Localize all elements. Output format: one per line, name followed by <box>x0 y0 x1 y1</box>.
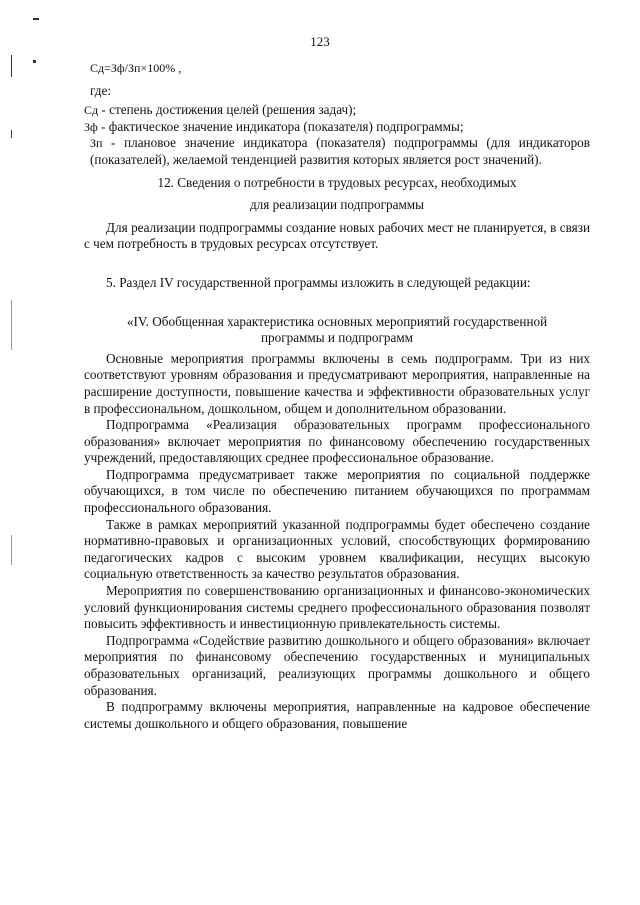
formula-tail: , <box>178 61 182 75</box>
paragraph: Также в рамках мероприятий указанной подпрограммы будет обеспечено создание нормативно-правовых и организационных условий, способствующих формированию педагогических кадров с высоким уровнем квалификации, несущих высокую социальную ответственность за качество результатов образования. <box>84 516 590 582</box>
definition-term: Зп <box>90 136 103 151</box>
section4-title-line2: программы и подпрограмм <box>260 330 414 346</box>
section4-title-line1: «IV. Обобщенная характеристика основных мероприятий государственной <box>126 313 548 329</box>
definition-term: Зф <box>84 119 98 134</box>
formula-text: Сд=Зф/Зп×100% <box>90 61 176 75</box>
scan-mark <box>33 18 39 20</box>
paragraph: Мероприятия по совершенствованию организационных и финансово-экономических условий функционирования системы среднего профессионального образования позволят повысить эффективность и инвестиционную привлекательность системы. <box>84 583 590 632</box>
scan-mark <box>11 535 12 565</box>
definition-term: Сд <box>84 103 99 118</box>
paragraph: Подпрограмма предусматривает также мероприятия по социальной поддержке обучающихся, в том числе по обеспечению питанием обучающихся по программам профессионального образования. <box>84 466 590 516</box>
scan-mark <box>11 130 12 138</box>
formula <box>90 60 590 77</box>
scan-mark <box>33 60 36 63</box>
paragraph: Основные мероприятия программы включены в семь подпрограмм. Три из них соответствуют уровням образования и предусматривают мероприятия, направленные на расширение доступности, повышение качества и эффективности образовательных услуг в профессиональном, дошкольном, общем и дополнительном образовании. <box>84 350 590 416</box>
scan-mark <box>11 300 12 350</box>
definition-item <box>84 102 590 119</box>
amendment-text: 5. Раздел IV государственной программы изложить в следующей редакции: <box>106 274 531 290</box>
section12-title-line1: 12. Сведения о потребности в трудовых ресурсах, необходимых <box>157 174 517 190</box>
section12-title-line2: для реализации подпрограммы <box>249 197 425 213</box>
scan-mark <box>11 55 12 77</box>
definition-text: - плановое значение индикатора (показателя) подпрограммы (для индикаторов (показателей), желаемой тенденцией развития которых является рост значений). <box>90 135 590 167</box>
page-number: 123 <box>310 34 330 49</box>
paragraph: Подпрограмма «Реализация образовательных программ профессионального образования» включает мероприятия по финансовому обеспечению государственных учреждений, предоставляющих среднее профессиональное образование. <box>84 417 590 466</box>
definition-text: - степень достижения целей (решения задач); <box>98 102 357 118</box>
definition-text: - фактическое значение индикатора (показателя) подпрограммы; <box>97 118 464 134</box>
where-label: где: <box>90 82 111 98</box>
section12-text: Для реализации подпрограммы создание новых рабочих мест не планируется, в связи с чем потребность в трудовых ресурсах отсутствует. <box>84 219 590 252</box>
paragraph: Подпрограмма «Содействие развитию дошкольного и общего образования» включает мероприятия по финансовому обеспечению государственных и муниципальных образовательных организаций, реализующих программы дошкольного и общего образования. <box>84 632 590 698</box>
document-body <box>84 60 590 732</box>
definition-item <box>90 135 590 168</box>
paragraph: В подпрограмму включены мероприятия, направленные на кадровое обеспечение системы дошкольного и общего образования, повышение <box>84 699 590 731</box>
definition-item <box>84 119 590 136</box>
